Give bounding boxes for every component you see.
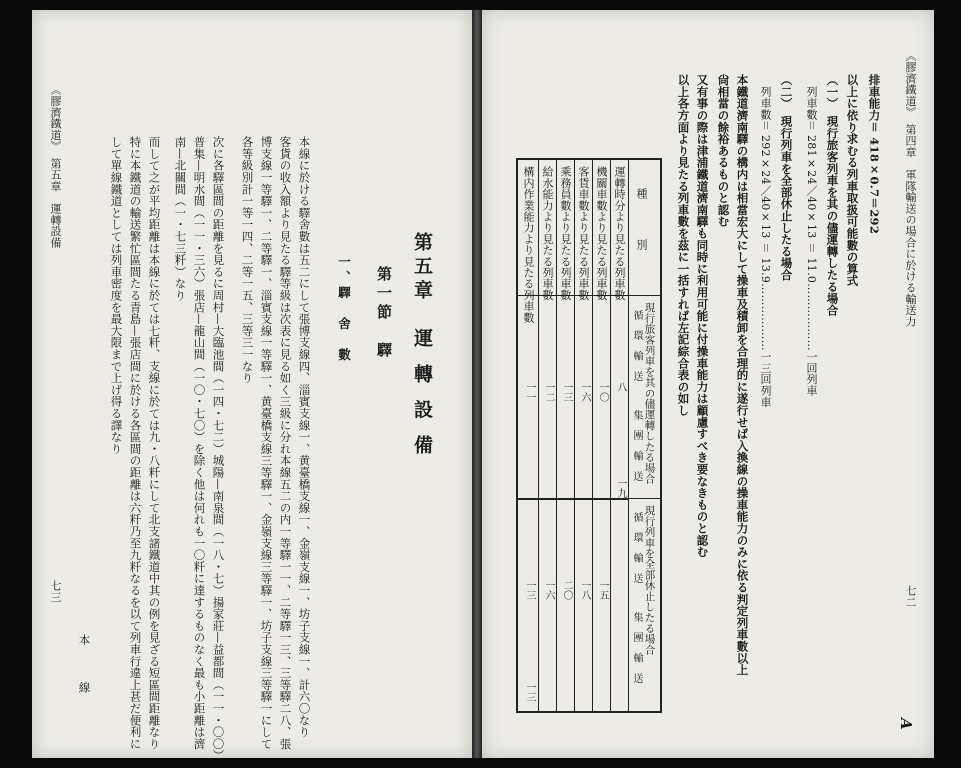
sub-header: 循 環 輸 送: [631, 310, 642, 382]
body-line: 又有事の際は津浦鐵道濟南驛も同時に利用可能に付操車能力は顧慮すべき要なきものと認む: [695, 74, 710, 558]
sub-header: 集 團 輸 送: [631, 612, 642, 684]
body-line: 本鐵道濟南驛の構内は相當宏大にして操車及積卸を合理的に遂行せば入換線の操車能力のみに依る判定列車數以上: [735, 74, 750, 676]
page-header: 《膠濟鐵道》 第四章 軍隊輸送の場合に於ける輸送力: [904, 50, 917, 327]
body-line: 博支線一等驛一、二等驛一、淄賓支線一等驛一、黄臺橋支線三等驛一、金嶺支線三等驛一、坊子支線三等驛一にして: [259, 136, 274, 750]
body-line: 南—北關間（一・七三粁）なり: [173, 136, 188, 302]
sub-header: 循 環 輸 送: [631, 512, 642, 584]
body-line: （一） 現行旅客列車を其の儘運轉したる場合: [825, 74, 840, 317]
left-page: [32, 10, 472, 758]
body-line: 排車能力＝ 418×0.7＝292: [867, 74, 882, 235]
body-line: 特に本鐵道の輸送繁忙區間たる青島—張店間に於ける各區間の距離は六粁乃至九粁なるを以て列車行違上甚だ便利に: [128, 136, 143, 750]
table-cell: 八: [615, 382, 626, 392]
body-line: 尙相當の餘裕あるものと認む: [716, 74, 731, 228]
table-cell: 一三: [561, 382, 572, 402]
table-cell: 二〇: [561, 580, 572, 600]
body-line: 普集—明水間（一一・三六）張店—龍山間（一〇・七〇）を除く他は何れも一〇粁に達するものなく最も小距離は濟: [192, 136, 207, 750]
row-label: 構内作業能力より見たる列車數: [522, 166, 535, 323]
group-header: 現行旅客列車を其の儘運轉したる場合: [643, 302, 656, 484]
table-cell: 一三: [524, 682, 535, 702]
row-label: 乘務員數より見たる列車數: [559, 166, 572, 301]
page-mark: A: [897, 718, 915, 730]
section-title: 第一節 驛: [375, 266, 393, 361]
formula-line: 列車數＝ 281×24／40×13 ＝ 11.0………………一回列車: [805, 86, 818, 397]
category-header: 種 別: [635, 188, 648, 256]
body-line: 而して之が平均距離は本線に於ては七粁、支線に於ては九・八粁にして北支諸鐵道中其の例を見ざる短區間距離なり: [147, 136, 162, 750]
table-cell: 一八: [579, 580, 590, 600]
page-footer: 《膠濟鐵道》 第五章 運轉設備: [49, 84, 62, 248]
body-line: （二） 現行列車を全部休止したる場合: [779, 74, 794, 281]
row-label: 給水能力より見たる列車數: [541, 166, 554, 301]
body-line: 本線に於ける驛舍數は五二にして張博支線四、淄賓支線一、黄臺橋支線一、金嶺支線一、坊子支線一、計六〇なり: [297, 136, 312, 738]
page-number: 七三: [49, 580, 62, 603]
body-line: 次に各驛區間の距離を見るに周村—大臨池間（一四・七二）城陽—南泉間（一八・七）揚家莊—益都間（一一・〇〇）: [211, 136, 226, 762]
body-line: 以上に依り求むる列車取扱可能數の算式: [845, 74, 860, 287]
formula-line: 列車數＝ 292×24／40×13 ＝ 13.9………………一三回列車: [759, 86, 772, 408]
sub-header: 集 團 輸 送: [631, 410, 642, 482]
table-cell: 一二: [543, 382, 554, 402]
summary-table: [516, 158, 662, 713]
row-label: 機關車數より見たる列車數: [595, 166, 608, 301]
table-cell: 一六: [543, 580, 554, 600]
table-cell: 一五: [597, 580, 608, 600]
table-cell: 一一: [524, 382, 535, 402]
table-cell: 一〇: [597, 382, 608, 402]
page-number: 七二: [904, 585, 917, 608]
body-line: 各等級別計一等一四、二等一五、三等三一なり: [240, 136, 255, 384]
table-cell: 一三: [524, 580, 535, 600]
row-label: 運轉時分より見たる列車數: [613, 166, 626, 301]
row-label: 客貨車數より見たる列車數: [577, 166, 590, 301]
table-cell: 一六: [579, 382, 590, 402]
body-line: して單線鐵道としては列車密度を最大限まで上げ得る譯なり: [109, 136, 124, 455]
group-header: 現行列車を全部休止したる場合: [643, 505, 656, 655]
book-gutter: [472, 10, 482, 758]
subsection-title: 一、驛 舍 數: [336, 255, 352, 364]
section-marker: 本 線: [77, 634, 92, 693]
body-line: 以上各方面より見たる列車數を茲に一括すれば左記綜合表の如し: [676, 74, 691, 417]
table-cell: 一九: [615, 478, 626, 498]
body-line: 客貨の收入額より見たる驛等級は次表に見る如く三級に分れ本線五二の内一等驛一一、二等驛一三、三等驛二八、張: [278, 136, 293, 750]
chapter-title: 第五章 運 轉 設 備: [411, 232, 433, 459]
